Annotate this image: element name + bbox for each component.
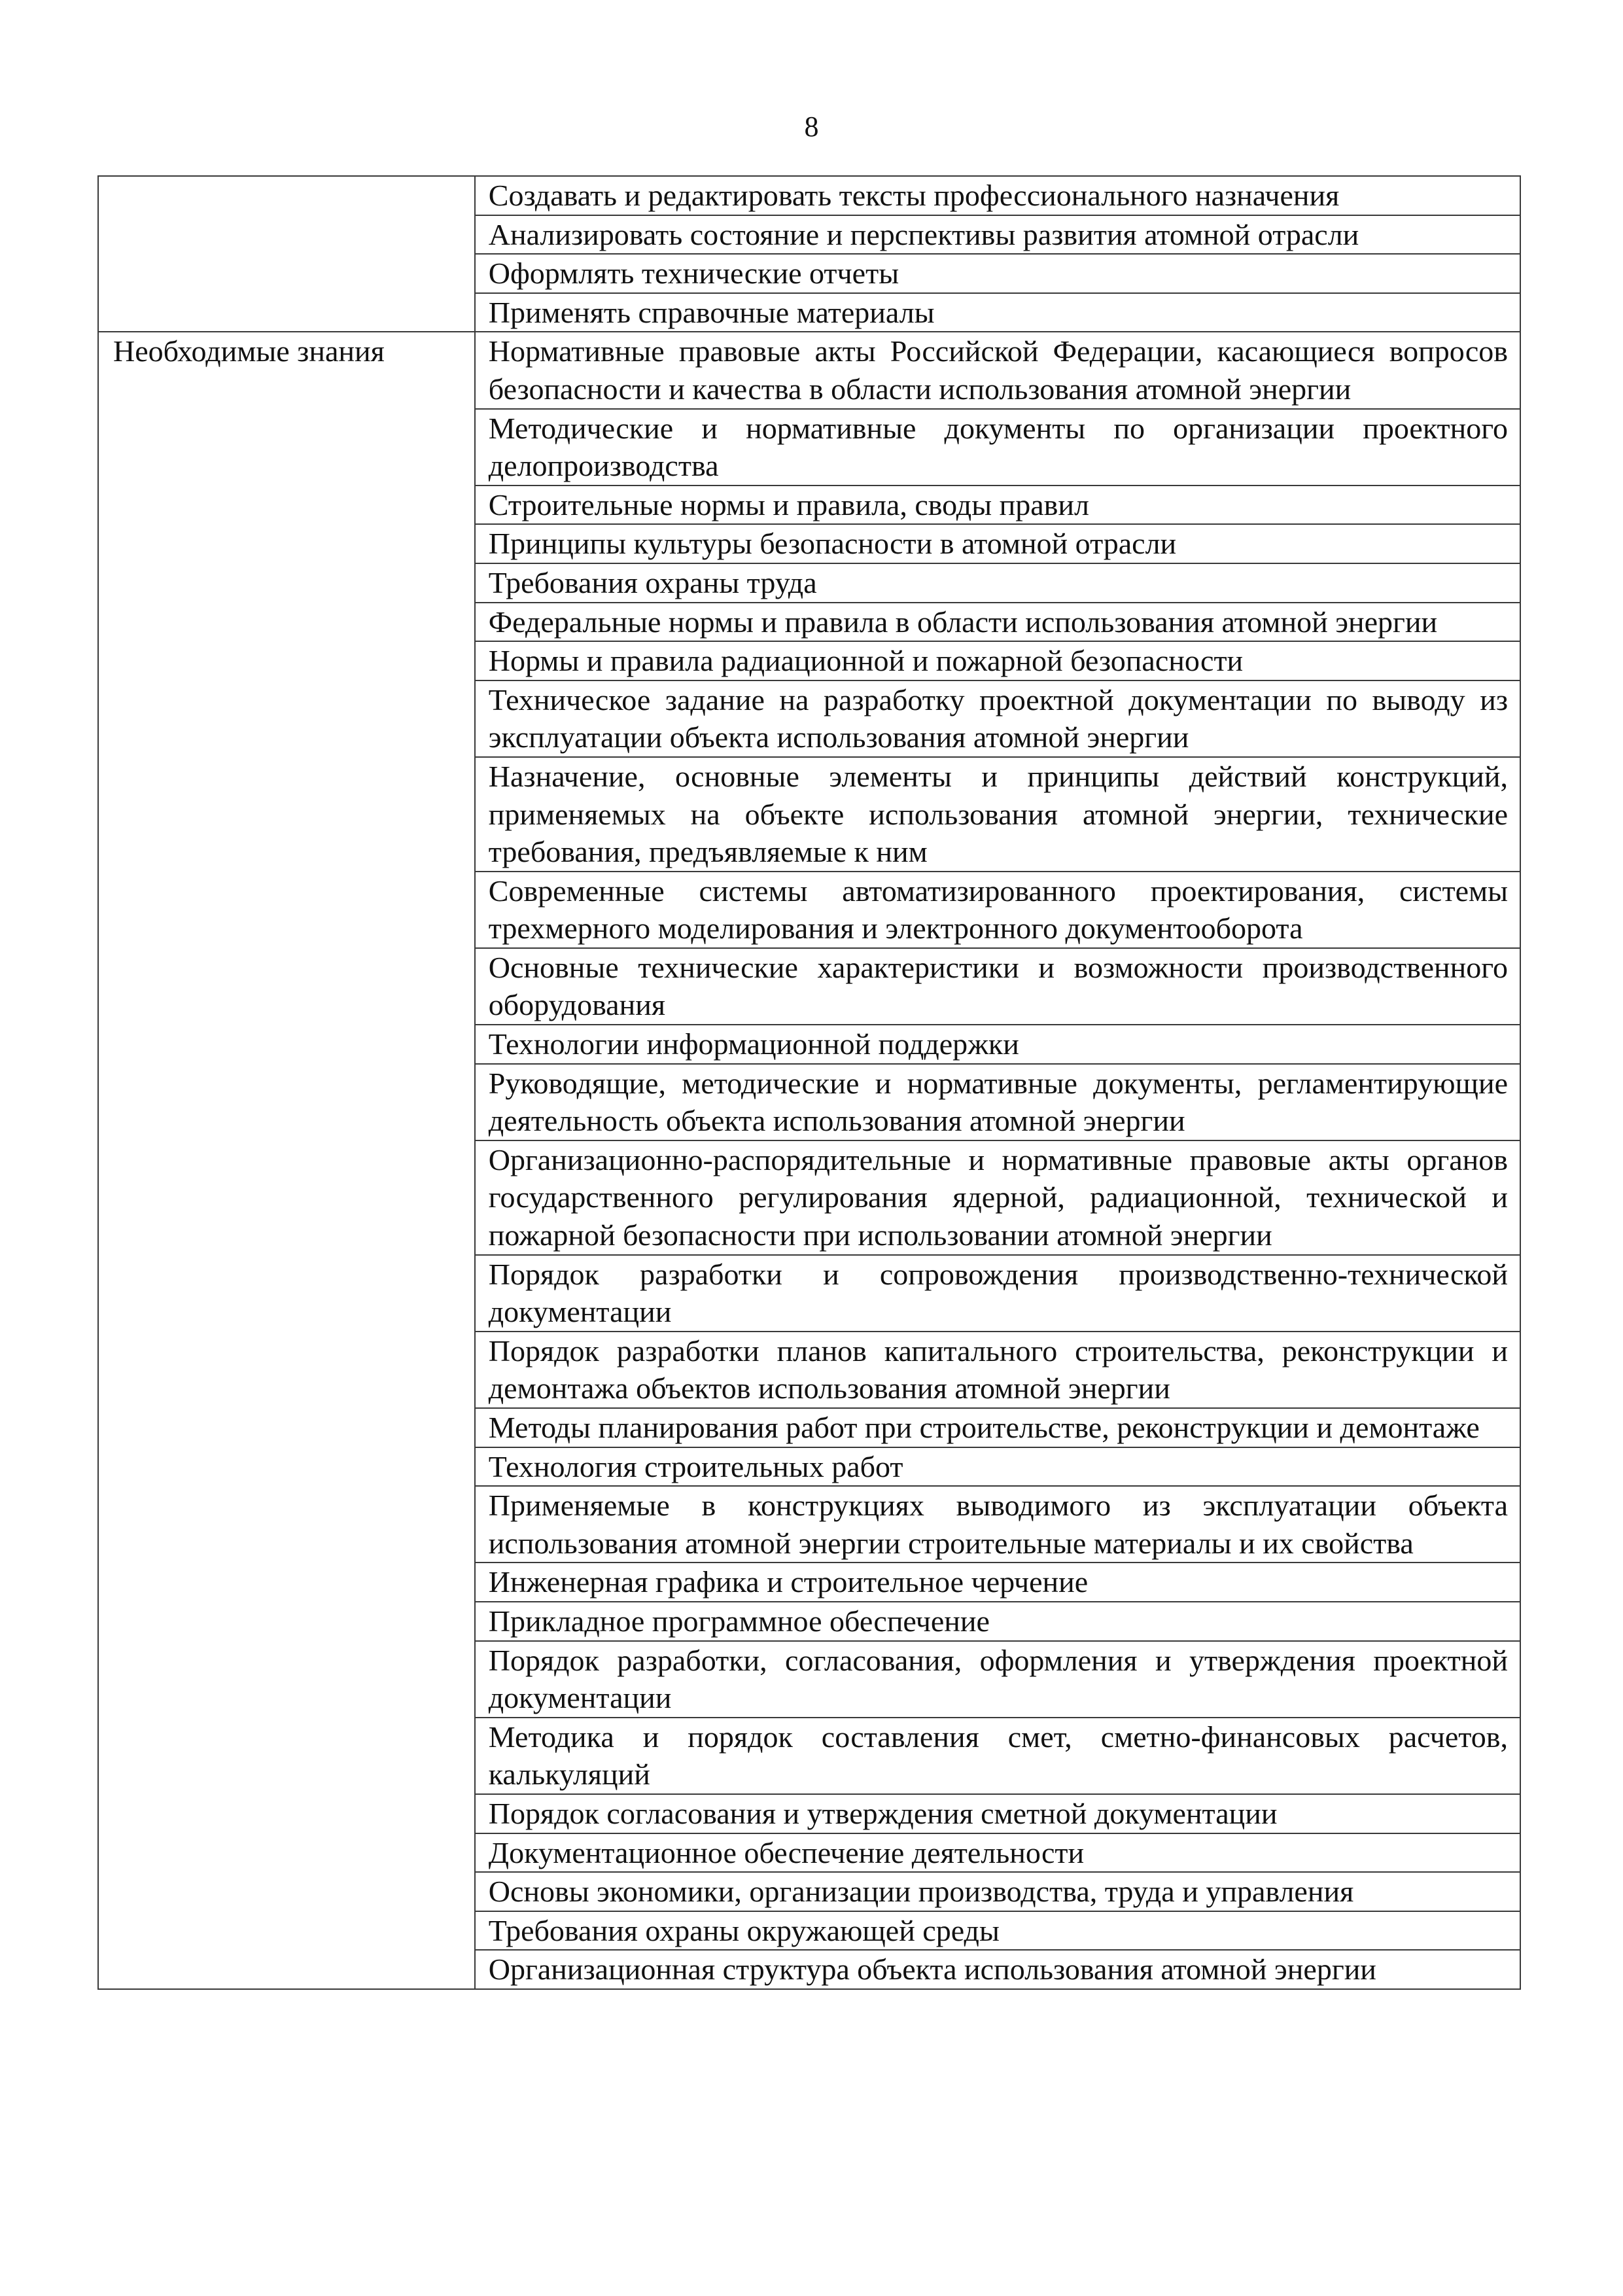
table-row — [98, 176, 1520, 215]
knowledge-item: Нормативные правовые акты Российской Федерации, касающиеся вопросов безопасности и качества в области использования атомной энергии — [475, 332, 1520, 408]
knowledge-item: Федеральные нормы и правила в области использования атомной энергии — [475, 603, 1520, 642]
knowledge-item: Требования охраны окружающей среды — [475, 1911, 1520, 1951]
skills-label-cell — [98, 176, 475, 332]
table-body — [98, 176, 1520, 1989]
knowledge-label: Необходимые знания — [98, 332, 475, 1989]
knowledge-item: Техническое задание на разработку проектной документации по выводу из эксплуатации объекта использования атомной энергии — [475, 680, 1520, 757]
knowledge-item: Порядок разработки планов капитального строительства, реконструкции и демонтажа объектов использования атомной энергии — [475, 1332, 1520, 1408]
knowledge-item: Порядок разработки, согласования, оформления и утверждения проектной документации — [475, 1641, 1520, 1718]
knowledge-item: Методические и нормативные документы по организации проектного делопроизводства — [475, 409, 1520, 486]
knowledge-item: Прикладное программное обеспечение — [475, 1602, 1520, 1641]
competency-table — [97, 175, 1521, 1990]
skill-item: Применять справочные материалы — [475, 293, 1520, 332]
knowledge-item: Современные системы автоматизированного проектирования, системы трехмерного моделирования и электронного документооборота — [475, 872, 1520, 948]
table-row — [98, 332, 1520, 408]
knowledge-item: Нормы и правила радиационной и пожарной безопасности — [475, 641, 1520, 680]
knowledge-item: Методы планирования работ при строительстве, реконструкции и демонтаже — [475, 1408, 1520, 1447]
skill-item: Создавать и редактировать тексты профессионального назначения — [475, 176, 1520, 215]
knowledge-item: Руководящие, методические и нормативные документы, регламентирующие деятельность объекта использования атомной энергии — [475, 1064, 1520, 1140]
knowledge-item: Документационное обеспечение деятельности — [475, 1833, 1520, 1873]
knowledge-item: Порядок согласования и утверждения сметной документации — [475, 1794, 1520, 1833]
knowledge-item: Технология строительных работ — [475, 1447, 1520, 1487]
knowledge-item: Принципы культуры безопасности в атомной отрасли — [475, 524, 1520, 563]
knowledge-item: Методика и порядок составления смет, сметно-финансовых расчетов, калькуляций — [475, 1718, 1520, 1794]
knowledge-item: Технологии информационной поддержки — [475, 1025, 1520, 1064]
knowledge-item: Порядок разработки и сопровождения производственно-технической документации — [475, 1255, 1520, 1332]
skill-item: Оформлять технические отчеты — [475, 254, 1520, 293]
skill-item: Анализировать состояние и перспективы развития атомной отрасли — [475, 215, 1520, 255]
knowledge-item: Организационная структура объекта использования атомной энергии — [475, 1950, 1520, 1989]
knowledge-item: Основные технические характеристики и возможности производственного оборудования — [475, 948, 1520, 1025]
knowledge-item: Строительные нормы и правила, своды правил — [475, 486, 1520, 525]
knowledge-item: Инженерная графика и строительное черчение — [475, 1563, 1520, 1602]
knowledge-item: Организационно-распорядительные и нормативные правовые акты органов государственного регулирования ядерной, радиационной, технической и пожарной безопасности при использовании атомной энергии — [475, 1140, 1520, 1255]
knowledge-item: Основы экономики, организации производства, труда и управления — [475, 1872, 1520, 1911]
knowledge-item: Применяемые в конструкциях выводимого из эксплуатации объекта использования атомной энергии строительные материалы и их свойства — [475, 1486, 1520, 1563]
knowledge-item: Назначение, основные элементы и принципы действий конструкций, применяемых на объекте использования атомной энергии, технические требования, предъявляемые к ним — [475, 757, 1520, 872]
page-number: 8 — [804, 111, 819, 143]
knowledge-item: Требования охраны труда — [475, 563, 1520, 603]
